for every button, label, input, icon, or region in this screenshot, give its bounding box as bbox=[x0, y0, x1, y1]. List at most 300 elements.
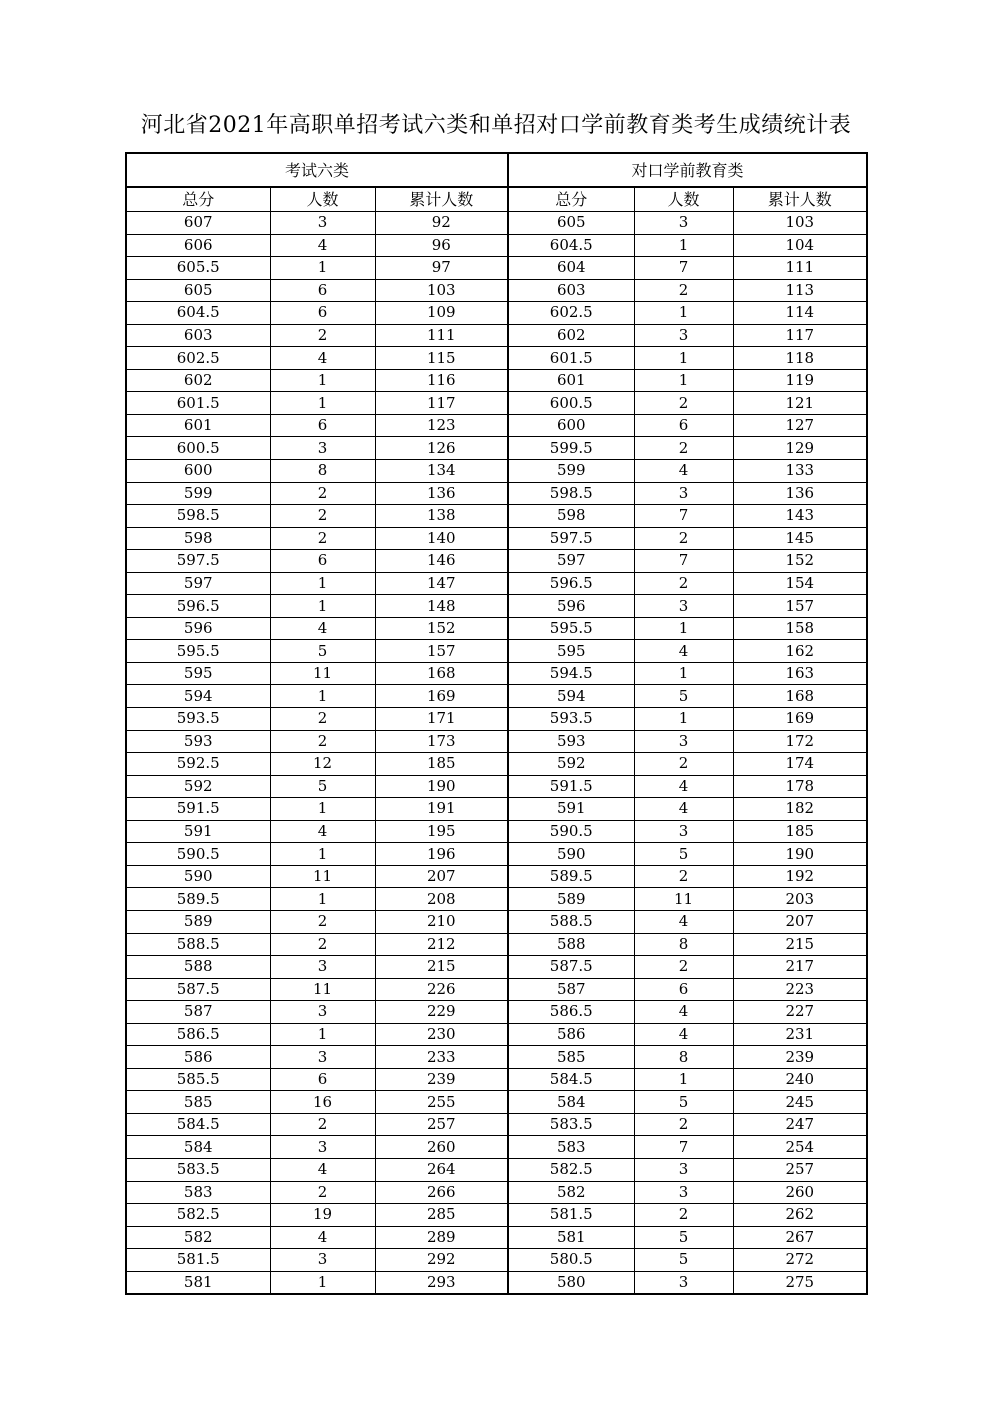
table-row bbox=[126, 775, 867, 798]
cell-score-right: 600 bbox=[508, 414, 634, 437]
cell-cumulative-right: 215 bbox=[733, 933, 867, 956]
cell-cumulative-left: 195 bbox=[375, 820, 508, 843]
cell-count-left: 3 bbox=[270, 1249, 375, 1272]
cell-count-right: 7 bbox=[634, 505, 733, 528]
cell-score-left: 598.5 bbox=[126, 505, 270, 528]
cell-cumulative-left: 152 bbox=[375, 617, 508, 640]
cell-count-right: 1 bbox=[634, 662, 733, 685]
cell-cumulative-right: 207 bbox=[733, 910, 867, 933]
cell-count-right: 4 bbox=[634, 460, 733, 483]
table-row bbox=[126, 956, 867, 979]
cell-score-right: 587.5 bbox=[508, 956, 634, 979]
cell-count-right: 7 bbox=[634, 550, 733, 573]
cell-cumulative-right: 203 bbox=[733, 888, 867, 911]
cell-count-right: 1 bbox=[634, 234, 733, 257]
cell-count-right: 8 bbox=[634, 933, 733, 956]
cell-score-right: 588 bbox=[508, 933, 634, 956]
cell-count-left: 4 bbox=[270, 1226, 375, 1249]
cell-count-left: 1 bbox=[270, 572, 375, 595]
cell-count-right: 5 bbox=[634, 1249, 733, 1272]
cell-cumulative-right: 257 bbox=[733, 1158, 867, 1181]
col-header-cumulative-right: 累计人数 bbox=[733, 187, 867, 212]
cell-count-right: 1 bbox=[634, 708, 733, 731]
cell-cumulative-right: 231 bbox=[733, 1023, 867, 1046]
cell-count-right: 1 bbox=[634, 347, 733, 370]
cell-cumulative-left: 92 bbox=[375, 212, 508, 235]
cell-count-right: 3 bbox=[634, 730, 733, 753]
cell-count-left: 2 bbox=[270, 1181, 375, 1204]
cell-count-left: 4 bbox=[270, 820, 375, 843]
cell-count-right: 3 bbox=[634, 1181, 733, 1204]
cell-score-left: 593.5 bbox=[126, 708, 270, 731]
col-header-count-left: 人数 bbox=[270, 187, 375, 212]
cell-count-left: 4 bbox=[270, 234, 375, 257]
cell-score-left: 599 bbox=[126, 482, 270, 505]
cell-count-left: 16 bbox=[270, 1091, 375, 1114]
cell-cumulative-left: 109 bbox=[375, 302, 508, 325]
cell-cumulative-right: 245 bbox=[733, 1091, 867, 1114]
page-title: 河北省2021年高职单招考试六类和单招对口学前教育类考生成绩统计表 bbox=[140, 113, 852, 138]
cell-cumulative-left: 123 bbox=[375, 414, 508, 437]
cell-cumulative-right: 145 bbox=[733, 527, 867, 550]
cell-cumulative-left: 96 bbox=[375, 234, 508, 257]
cell-score-right: 582 bbox=[508, 1181, 634, 1204]
cell-count-left: 1 bbox=[270, 798, 375, 821]
cell-count-left: 1 bbox=[270, 1023, 375, 1046]
cell-cumulative-right: 103 bbox=[733, 212, 867, 235]
cell-score-left: 594 bbox=[126, 685, 270, 708]
cell-cumulative-right: 163 bbox=[733, 662, 867, 685]
cell-score-right: 590 bbox=[508, 843, 634, 866]
cell-count-right: 2 bbox=[634, 392, 733, 415]
cell-count-left: 19 bbox=[270, 1204, 375, 1227]
table-row bbox=[126, 1181, 867, 1204]
table-row bbox=[126, 708, 867, 731]
cell-count-right: 2 bbox=[634, 1204, 733, 1227]
cell-cumulative-right: 247 bbox=[733, 1113, 867, 1136]
cell-count-left: 11 bbox=[270, 865, 375, 888]
cell-cumulative-left: 126 bbox=[375, 437, 508, 460]
cell-count-right: 1 bbox=[634, 302, 733, 325]
cell-count-right: 8 bbox=[634, 1046, 733, 1069]
cell-cumulative-left: 212 bbox=[375, 933, 508, 956]
cell-count-right: 4 bbox=[634, 1001, 733, 1024]
cell-count-left: 3 bbox=[270, 212, 375, 235]
cell-count-right: 3 bbox=[634, 212, 733, 235]
cell-count-right: 11 bbox=[634, 888, 733, 911]
table-row bbox=[126, 482, 867, 505]
cell-count-right: 2 bbox=[634, 572, 733, 595]
cell-count-right: 3 bbox=[634, 482, 733, 505]
cell-cumulative-left: 157 bbox=[375, 640, 508, 663]
cell-count-left: 5 bbox=[270, 640, 375, 663]
cell-count-left: 11 bbox=[270, 978, 375, 1001]
cell-score-right: 595.5 bbox=[508, 617, 634, 640]
table-row bbox=[126, 1068, 867, 1091]
cell-score-right: 593 bbox=[508, 730, 634, 753]
cell-score-right: 596.5 bbox=[508, 572, 634, 595]
cell-cumulative-right: 217 bbox=[733, 956, 867, 979]
cell-score-left: 596 bbox=[126, 617, 270, 640]
cell-score-left: 583.5 bbox=[126, 1158, 270, 1181]
cell-score-right: 589 bbox=[508, 888, 634, 911]
cell-score-left: 604.5 bbox=[126, 302, 270, 325]
cell-count-left: 2 bbox=[270, 730, 375, 753]
cell-cumulative-right: 172 bbox=[733, 730, 867, 753]
cell-score-left: 584.5 bbox=[126, 1113, 270, 1136]
cell-score-left: 587 bbox=[126, 1001, 270, 1024]
table-row bbox=[126, 978, 867, 1001]
table-row bbox=[126, 369, 867, 392]
cell-score-right: 604.5 bbox=[508, 234, 634, 257]
cell-score-left: 586.5 bbox=[126, 1023, 270, 1046]
cell-count-right: 2 bbox=[634, 1113, 733, 1136]
table-row bbox=[126, 662, 867, 685]
cell-cumulative-right: 121 bbox=[733, 392, 867, 415]
cell-count-left: 6 bbox=[270, 1068, 375, 1091]
cell-score-left: 593 bbox=[126, 730, 270, 753]
cell-score-right: 584 bbox=[508, 1091, 634, 1114]
cell-cumulative-right: 114 bbox=[733, 302, 867, 325]
cell-cumulative-left: 97 bbox=[375, 257, 508, 280]
cell-score-left: 590 bbox=[126, 865, 270, 888]
table-row bbox=[126, 888, 867, 911]
cell-score-right: 590.5 bbox=[508, 820, 634, 843]
cell-count-left: 1 bbox=[270, 685, 375, 708]
cell-score-right: 604 bbox=[508, 257, 634, 280]
cell-cumulative-right: 143 bbox=[733, 505, 867, 528]
cell-score-left: 589 bbox=[126, 910, 270, 933]
cell-cumulative-right: 182 bbox=[733, 798, 867, 821]
cell-cumulative-left: 229 bbox=[375, 1001, 508, 1024]
table-row bbox=[126, 1204, 867, 1227]
cell-cumulative-right: 119 bbox=[733, 369, 867, 392]
cell-count-left: 6 bbox=[270, 550, 375, 573]
cell-cumulative-left: 226 bbox=[375, 978, 508, 1001]
cell-count-left: 4 bbox=[270, 1158, 375, 1181]
cell-count-left: 2 bbox=[270, 910, 375, 933]
table-body bbox=[126, 212, 867, 1295]
cell-count-right: 3 bbox=[634, 820, 733, 843]
cell-score-right: 586 bbox=[508, 1023, 634, 1046]
cell-cumulative-right: 129 bbox=[733, 437, 867, 460]
cell-count-left: 2 bbox=[270, 482, 375, 505]
table-row bbox=[126, 392, 867, 415]
cell-count-right: 3 bbox=[634, 324, 733, 347]
cell-score-left: 600 bbox=[126, 460, 270, 483]
cell-cumulative-right: 227 bbox=[733, 1001, 867, 1024]
table-row bbox=[126, 1136, 867, 1159]
table-row bbox=[126, 910, 867, 933]
cell-count-left: 3 bbox=[270, 1046, 375, 1069]
cell-cumulative-right: 136 bbox=[733, 482, 867, 505]
table-row bbox=[126, 617, 867, 640]
cell-score-left: 585 bbox=[126, 1091, 270, 1114]
cell-count-right: 3 bbox=[634, 1271, 733, 1294]
cell-score-right: 593.5 bbox=[508, 708, 634, 731]
table-row bbox=[126, 279, 867, 302]
cell-count-right: 2 bbox=[634, 527, 733, 550]
cell-score-right: 599.5 bbox=[508, 437, 634, 460]
cell-cumulative-left: 103 bbox=[375, 279, 508, 302]
table-row bbox=[126, 1023, 867, 1046]
table-row bbox=[126, 550, 867, 573]
cell-cumulative-left: 239 bbox=[375, 1068, 508, 1091]
cell-score-right: 600.5 bbox=[508, 392, 634, 415]
cell-cumulative-right: 168 bbox=[733, 685, 867, 708]
table-row bbox=[126, 820, 867, 843]
cell-cumulative-right: 192 bbox=[733, 865, 867, 888]
cell-cumulative-left: 140 bbox=[375, 527, 508, 550]
cell-score-left: 589.5 bbox=[126, 888, 270, 911]
cell-count-left: 2 bbox=[270, 324, 375, 347]
cell-score-left: 596.5 bbox=[126, 595, 270, 618]
cell-cumulative-left: 292 bbox=[375, 1249, 508, 1272]
cell-score-left: 591.5 bbox=[126, 798, 270, 821]
cell-cumulative-left: 293 bbox=[375, 1271, 508, 1294]
cell-cumulative-right: 152 bbox=[733, 550, 867, 573]
cell-score-right: 583.5 bbox=[508, 1113, 634, 1136]
cell-cumulative-left: 171 bbox=[375, 708, 508, 731]
cell-score-left: 605.5 bbox=[126, 257, 270, 280]
cell-score-left: 605 bbox=[126, 279, 270, 302]
cell-count-right: 1 bbox=[634, 369, 733, 392]
table-row bbox=[126, 1046, 867, 1069]
cell-count-right: 2 bbox=[634, 956, 733, 979]
table-row bbox=[126, 1091, 867, 1114]
cell-score-left: 581 bbox=[126, 1271, 270, 1294]
table-row bbox=[126, 257, 867, 280]
cell-score-right: 597 bbox=[508, 550, 634, 573]
cell-cumulative-right: 127 bbox=[733, 414, 867, 437]
cell-score-right: 602.5 bbox=[508, 302, 634, 325]
cell-count-left: 6 bbox=[270, 279, 375, 302]
cell-count-right: 7 bbox=[634, 1136, 733, 1159]
table-row bbox=[126, 572, 867, 595]
cell-cumulative-left: 289 bbox=[375, 1226, 508, 1249]
cell-cumulative-left: 146 bbox=[375, 550, 508, 573]
cell-score-right: 582.5 bbox=[508, 1158, 634, 1181]
cell-score-left: 588.5 bbox=[126, 933, 270, 956]
cell-cumulative-left: 147 bbox=[375, 572, 508, 595]
cell-score-left: 595.5 bbox=[126, 640, 270, 663]
cell-cumulative-right: 190 bbox=[733, 843, 867, 866]
cell-score-left: 598 bbox=[126, 527, 270, 550]
col-header-cumulative-left: 累计人数 bbox=[375, 187, 508, 212]
cell-cumulative-left: 185 bbox=[375, 753, 508, 776]
group-header-preschool-education: 对口学前教育类 bbox=[508, 153, 867, 187]
table-row bbox=[126, 1226, 867, 1249]
col-header-count-right: 人数 bbox=[634, 187, 733, 212]
cell-cumulative-right: 223 bbox=[733, 978, 867, 1001]
cell-score-left: 587.5 bbox=[126, 978, 270, 1001]
cell-score-left: 588 bbox=[126, 956, 270, 979]
cell-score-right: 602 bbox=[508, 324, 634, 347]
cell-cumulative-left: 168 bbox=[375, 662, 508, 685]
cell-score-right: 580 bbox=[508, 1271, 634, 1294]
cell-score-right: 585 bbox=[508, 1046, 634, 1069]
cell-count-left: 12 bbox=[270, 753, 375, 776]
cell-cumulative-right: 162 bbox=[733, 640, 867, 663]
cell-count-right: 4 bbox=[634, 910, 733, 933]
score-table bbox=[125, 152, 868, 1295]
table-row bbox=[126, 324, 867, 347]
table-row bbox=[126, 212, 867, 235]
cell-cumulative-right: 118 bbox=[733, 347, 867, 370]
table-row bbox=[126, 1113, 867, 1136]
cell-cumulative-right: 169 bbox=[733, 708, 867, 731]
cell-count-left: 1 bbox=[270, 888, 375, 911]
cell-cumulative-left: 116 bbox=[375, 369, 508, 392]
cell-cumulative-left: 173 bbox=[375, 730, 508, 753]
cell-count-left: 3 bbox=[270, 956, 375, 979]
table-row bbox=[126, 1158, 867, 1181]
cell-score-left: 586 bbox=[126, 1046, 270, 1069]
cell-cumulative-right: 267 bbox=[733, 1226, 867, 1249]
cell-cumulative-right: 117 bbox=[733, 324, 867, 347]
cell-count-left: 3 bbox=[270, 1136, 375, 1159]
table-row bbox=[126, 730, 867, 753]
cell-cumulative-right: 104 bbox=[733, 234, 867, 257]
cell-count-right: 4 bbox=[634, 775, 733, 798]
cell-score-right: 583 bbox=[508, 1136, 634, 1159]
cell-count-right: 6 bbox=[634, 414, 733, 437]
cell-count-right: 4 bbox=[634, 1023, 733, 1046]
table-row bbox=[126, 234, 867, 257]
cell-cumulative-left: 196 bbox=[375, 843, 508, 866]
cell-count-left: 3 bbox=[270, 1001, 375, 1024]
table-row bbox=[126, 753, 867, 776]
cell-score-right: 594.5 bbox=[508, 662, 634, 685]
table-row bbox=[126, 414, 867, 437]
cell-count-right: 2 bbox=[634, 279, 733, 302]
cell-score-right: 598 bbox=[508, 505, 634, 528]
cell-count-right: 4 bbox=[634, 640, 733, 663]
cell-score-left: 590.5 bbox=[126, 843, 270, 866]
cell-score-left: 592.5 bbox=[126, 753, 270, 776]
cell-count-right: 6 bbox=[634, 978, 733, 1001]
cell-score-right: 603 bbox=[508, 279, 634, 302]
cell-cumulative-left: 255 bbox=[375, 1091, 508, 1114]
cell-count-left: 2 bbox=[270, 933, 375, 956]
cell-score-right: 587 bbox=[508, 978, 634, 1001]
cell-count-left: 1 bbox=[270, 843, 375, 866]
cell-score-right: 597.5 bbox=[508, 527, 634, 550]
cell-cumulative-right: 158 bbox=[733, 617, 867, 640]
cell-score-right: 592 bbox=[508, 753, 634, 776]
table-row bbox=[126, 595, 867, 618]
cell-score-left: 602.5 bbox=[126, 347, 270, 370]
cell-count-right: 5 bbox=[634, 1226, 733, 1249]
cell-count-left: 4 bbox=[270, 617, 375, 640]
cell-score-right: 586.5 bbox=[508, 1001, 634, 1024]
table-row bbox=[126, 1249, 867, 1272]
table-row bbox=[126, 798, 867, 821]
table-row bbox=[126, 843, 867, 866]
cell-cumulative-left: 190 bbox=[375, 775, 508, 798]
cell-count-right: 1 bbox=[634, 617, 733, 640]
cell-count-left: 4 bbox=[270, 347, 375, 370]
cell-count-left: 1 bbox=[270, 392, 375, 415]
cell-cumulative-right: 185 bbox=[733, 820, 867, 843]
cell-score-left: 601 bbox=[126, 414, 270, 437]
cell-cumulative-left: 230 bbox=[375, 1023, 508, 1046]
cell-cumulative-right: 254 bbox=[733, 1136, 867, 1159]
cell-score-left: 584 bbox=[126, 1136, 270, 1159]
cell-count-right: 2 bbox=[634, 865, 733, 888]
cell-count-left: 1 bbox=[270, 1271, 375, 1294]
cell-count-left: 6 bbox=[270, 414, 375, 437]
cell-cumulative-right: 113 bbox=[733, 279, 867, 302]
table-row bbox=[126, 865, 867, 888]
cell-score-left: 602 bbox=[126, 369, 270, 392]
cell-count-right: 2 bbox=[634, 753, 733, 776]
cell-count-left: 2 bbox=[270, 1113, 375, 1136]
cell-count-right: 1 bbox=[634, 1068, 733, 1091]
cell-score-left: 585.5 bbox=[126, 1068, 270, 1091]
cell-score-right: 580.5 bbox=[508, 1249, 634, 1272]
cell-score-right: 591 bbox=[508, 798, 634, 821]
cell-score-right: 589.5 bbox=[508, 865, 634, 888]
cell-cumulative-left: 207 bbox=[375, 865, 508, 888]
cell-cumulative-right: 275 bbox=[733, 1271, 867, 1294]
table-row bbox=[126, 460, 867, 483]
cell-cumulative-right: 178 bbox=[733, 775, 867, 798]
cell-count-left: 8 bbox=[270, 460, 375, 483]
cell-count-left: 1 bbox=[270, 257, 375, 280]
cell-count-right: 3 bbox=[634, 595, 733, 618]
cell-score-left: 597 bbox=[126, 572, 270, 595]
table-row bbox=[126, 302, 867, 325]
table-row bbox=[126, 685, 867, 708]
table-row bbox=[126, 437, 867, 460]
cell-count-left: 2 bbox=[270, 505, 375, 528]
table-row bbox=[126, 1271, 867, 1294]
cell-cumulative-left: 136 bbox=[375, 482, 508, 505]
table-row bbox=[126, 933, 867, 956]
cell-count-right: 5 bbox=[634, 685, 733, 708]
cell-score-right: 596 bbox=[508, 595, 634, 618]
cell-score-right: 581 bbox=[508, 1226, 634, 1249]
cell-score-left: 582.5 bbox=[126, 1204, 270, 1227]
cell-count-left: 6 bbox=[270, 302, 375, 325]
cell-cumulative-left: 134 bbox=[375, 460, 508, 483]
cell-cumulative-left: 257 bbox=[375, 1113, 508, 1136]
cell-score-left: 592 bbox=[126, 775, 270, 798]
cell-cumulative-right: 262 bbox=[733, 1204, 867, 1227]
cell-cumulative-right: 260 bbox=[733, 1181, 867, 1204]
cell-count-right: 7 bbox=[634, 257, 733, 280]
cell-score-right: 591.5 bbox=[508, 775, 634, 798]
cell-score-left: 607 bbox=[126, 212, 270, 235]
cell-cumulative-left: 117 bbox=[375, 392, 508, 415]
cell-score-right: 595 bbox=[508, 640, 634, 663]
cell-cumulative-right: 239 bbox=[733, 1046, 867, 1069]
cell-score-left: 583 bbox=[126, 1181, 270, 1204]
cell-cumulative-left: 191 bbox=[375, 798, 508, 821]
cell-score-right: 581.5 bbox=[508, 1204, 634, 1227]
cell-score-right: 605 bbox=[508, 212, 634, 235]
cell-score-right: 601 bbox=[508, 369, 634, 392]
cell-cumulative-left: 215 bbox=[375, 956, 508, 979]
cell-count-right: 2 bbox=[634, 437, 733, 460]
cell-count-left: 5 bbox=[270, 775, 375, 798]
cell-count-left: 2 bbox=[270, 708, 375, 731]
table-row bbox=[126, 640, 867, 663]
table-row bbox=[126, 347, 867, 370]
cell-count-right: 5 bbox=[634, 843, 733, 866]
cell-score-right: 598.5 bbox=[508, 482, 634, 505]
